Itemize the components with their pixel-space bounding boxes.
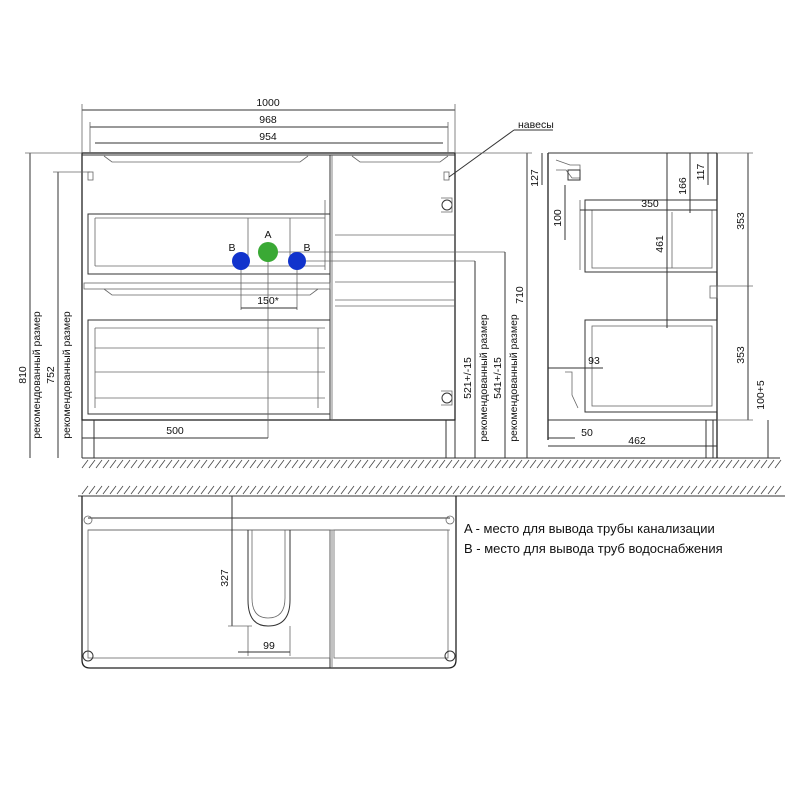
hatch-stroke (516, 460, 522, 468)
hatch-stroke (278, 460, 284, 468)
hatch-stroke (103, 486, 109, 494)
hatch-stroke (558, 460, 564, 468)
hatch-stroke (250, 460, 256, 468)
dim-353-bottom: 353 (735, 346, 747, 364)
hatch-stroke (558, 486, 564, 494)
hatch-stroke (313, 460, 319, 468)
hatch-stroke (733, 460, 739, 468)
hatch-stroke (467, 486, 473, 494)
hatch-stroke (131, 460, 137, 468)
hatch-stroke (327, 460, 333, 468)
hatch-stroke (544, 460, 550, 468)
dim-50: 50 (581, 427, 593, 439)
hatch-stroke (670, 486, 676, 494)
hatch-stroke (726, 486, 732, 494)
hatch-stroke (621, 460, 627, 468)
hatch-stroke (327, 486, 333, 494)
point-b-left-label: B (228, 242, 236, 254)
hatch-stroke (194, 486, 200, 494)
hatch-stroke (607, 460, 613, 468)
hinge-top (441, 198, 452, 212)
point-b-right-label: B (303, 242, 311, 254)
hatch-stroke (404, 486, 410, 494)
cabinet-outline (82, 153, 455, 420)
dim-100: 100 (552, 209, 564, 227)
hatch-stroke (775, 486, 781, 494)
hatch-stroke (677, 486, 683, 494)
hatch-stroke (530, 460, 536, 468)
hatch-stroke (82, 486, 88, 494)
hatch-stroke (320, 460, 326, 468)
dim-710: 710 (514, 286, 526, 304)
hatch-stroke (271, 460, 277, 468)
hatch-stroke (439, 460, 445, 468)
hatch-stroke (208, 460, 214, 468)
dim-541: 541+/-15 (492, 357, 504, 399)
hatch-stroke (747, 460, 753, 468)
hatch-stroke (110, 486, 116, 494)
hatch-stroke (369, 486, 375, 494)
dim-150: 150* (257, 295, 279, 307)
hatch-stroke (159, 460, 165, 468)
hatch-stroke (299, 460, 305, 468)
hatch-stroke (257, 486, 263, 494)
hatch-stroke (754, 486, 760, 494)
dim-100-5: 100+5 (755, 380, 767, 410)
hatch-stroke (229, 486, 235, 494)
hatch-stroke (369, 460, 375, 468)
hatch-stroke (593, 460, 599, 468)
hatch-stroke (642, 486, 648, 494)
hatch-stroke (670, 460, 676, 468)
hatch-stroke (152, 460, 158, 468)
hatch-stroke (341, 486, 347, 494)
hatch-stroke (432, 460, 438, 468)
hatch-stroke (362, 460, 368, 468)
hatch-stroke (733, 486, 739, 494)
hatch-stroke (243, 460, 249, 468)
hatch-stroke (103, 460, 109, 468)
hatch-stroke (355, 460, 361, 468)
hatch-stroke (565, 460, 571, 468)
point-a-label: A (264, 229, 272, 241)
hatch-stroke (754, 460, 760, 468)
hatch-stroke (628, 460, 634, 468)
point-b-left-marker (232, 252, 250, 270)
hatch-stroke (250, 486, 256, 494)
hatch-stroke (96, 460, 102, 468)
hatch-stroke (474, 486, 480, 494)
hatch-stroke (656, 486, 662, 494)
recommended-label-3: рекомендованный размер (478, 314, 490, 442)
hatch-stroke (89, 486, 95, 494)
dim-127: 127 (529, 169, 541, 187)
dim-166: 166 (677, 177, 689, 195)
hatch-stroke (502, 486, 508, 494)
hatch-stroke (628, 486, 634, 494)
hatch-stroke (173, 486, 179, 494)
hatch-stroke (523, 486, 529, 494)
dim-500: 500 (166, 425, 184, 437)
dim-93: 93 (588, 355, 600, 367)
dim-954: 954 (259, 131, 277, 143)
front-view (17, 97, 554, 458)
hatch-stroke (649, 460, 655, 468)
hatch-stroke (215, 486, 221, 494)
hatch-stroke (236, 486, 242, 494)
hatch-stroke (376, 460, 382, 468)
hatch-stroke (761, 486, 767, 494)
hatch-stroke (593, 486, 599, 494)
hatch-stroke (600, 460, 606, 468)
hatch-stroke (761, 460, 767, 468)
hatch-stroke (586, 486, 592, 494)
hatch-stroke (439, 486, 445, 494)
hatch-stroke (313, 486, 319, 494)
hatch-stroke (404, 460, 410, 468)
hatch-stroke (684, 460, 690, 468)
hinge-bottom (441, 391, 452, 405)
hatch-stroke (453, 460, 459, 468)
hatch-stroke (418, 460, 424, 468)
hatch-stroke (201, 460, 207, 468)
dim-353-top: 353 (735, 212, 747, 230)
hatch-stroke (425, 486, 431, 494)
hatch-stroke (187, 486, 193, 494)
hatch-stroke (614, 460, 620, 468)
hatch-stroke (649, 486, 655, 494)
hatch-stroke (299, 486, 305, 494)
dim-461: 461 (654, 235, 666, 253)
hatch-stroke (635, 460, 641, 468)
hatch-stroke (334, 460, 340, 468)
hatch-stroke (614, 486, 620, 494)
hatch-stroke (180, 460, 186, 468)
hatch-stroke (96, 486, 102, 494)
hatch-stroke (663, 460, 669, 468)
hatch-stroke (362, 486, 368, 494)
hatch-stroke (243, 486, 249, 494)
hatch-stroke (572, 460, 578, 468)
hatch-stroke (579, 460, 585, 468)
hatch-stroke (411, 486, 417, 494)
hatch-stroke (82, 460, 88, 468)
dim-752: 752 (45, 366, 57, 384)
hatch-stroke (446, 486, 452, 494)
hatch-stroke (257, 460, 263, 468)
hatch-stroke (222, 486, 228, 494)
hatch-stroke (117, 486, 123, 494)
hatch-stroke (747, 486, 753, 494)
hatch-stroke (509, 486, 515, 494)
hatch-stroke (684, 486, 690, 494)
hatch-stroke (180, 486, 186, 494)
hatch-stroke (460, 460, 466, 468)
side-view (529, 153, 768, 458)
hatch-stroke (691, 486, 697, 494)
hatch-stroke (691, 460, 697, 468)
hatch-stroke (173, 460, 179, 468)
hatch-stroke (474, 460, 480, 468)
hatch-stroke (523, 460, 529, 468)
hatch-stroke (292, 486, 298, 494)
hatch-stroke (201, 486, 207, 494)
dim-99: 99 (263, 640, 275, 652)
hatch-stroke (537, 460, 543, 468)
hatch-stroke (89, 460, 95, 468)
hatch-stroke (264, 460, 270, 468)
hatch-stroke (642, 460, 648, 468)
hatch-stroke (418, 486, 424, 494)
hatch-stroke (740, 460, 746, 468)
hatch-stroke (705, 486, 711, 494)
hatch-stroke (187, 460, 193, 468)
hatch-stroke (145, 460, 151, 468)
hatch-stroke (551, 486, 557, 494)
dim-117: 117 (695, 163, 707, 181)
hatch-stroke (446, 460, 452, 468)
hatch-stroke (306, 460, 312, 468)
hatch-stroke (719, 486, 725, 494)
hatch-stroke (509, 460, 515, 468)
hatch-stroke (551, 460, 557, 468)
hatch-stroke (572, 486, 578, 494)
hatch-stroke (488, 486, 494, 494)
dim-350: 350 (641, 198, 659, 210)
hatch-stroke (775, 460, 781, 468)
hatch-stroke (397, 486, 403, 494)
hatch-stroke (495, 486, 501, 494)
point-a-marker (258, 242, 278, 262)
dim-327: 327 (219, 569, 231, 587)
hatch-stroke (166, 460, 172, 468)
hatch-stroke (124, 460, 130, 468)
hatch-stroke (698, 460, 704, 468)
hatch-stroke (383, 460, 389, 468)
siphon-cutout (248, 530, 290, 626)
hinges-label: навесы (518, 119, 554, 131)
dim-968: 968 (259, 114, 277, 126)
hatch-stroke (145, 486, 151, 494)
hatch-stroke (530, 486, 536, 494)
hatch-stroke (579, 486, 585, 494)
hatch-stroke (481, 460, 487, 468)
hatch-stroke (271, 486, 277, 494)
hatch-stroke (656, 460, 662, 468)
dim-810: 810 (17, 366, 29, 384)
hatch-stroke (768, 486, 774, 494)
dim-521: 521+/-15 (462, 357, 474, 399)
hatch-stroke (117, 460, 123, 468)
hatch-stroke (600, 486, 606, 494)
recommended-label-1: рекомендованный размер (31, 311, 43, 439)
hatch-stroke (110, 460, 116, 468)
recommended-label-4: рекомендованный размер (508, 314, 520, 442)
legend-b: B - место для вывода труб водоснабжения (464, 541, 723, 556)
hatch-stroke (285, 486, 291, 494)
hatch-stroke (719, 460, 725, 468)
hatch-stroke (411, 460, 417, 468)
hatch-stroke (306, 486, 312, 494)
hatch-stroke (138, 486, 144, 494)
wall-hatch (82, 486, 781, 494)
hatch-stroke (285, 460, 291, 468)
hatch-stroke (516, 486, 522, 494)
hatch-stroke (663, 486, 669, 494)
hatch-stroke (768, 460, 774, 468)
hatch-stroke (383, 486, 389, 494)
floor-hatch (82, 460, 781, 468)
hatch-stroke (635, 486, 641, 494)
hatch-stroke (488, 460, 494, 468)
hatch-stroke (621, 486, 627, 494)
hatch-stroke (425, 460, 431, 468)
hatch-stroke (131, 486, 137, 494)
hatch-stroke (453, 486, 459, 494)
dim-462: 462 (628, 435, 646, 447)
hatch-stroke (677, 460, 683, 468)
hatch-stroke (229, 460, 235, 468)
hatch-stroke (376, 486, 382, 494)
hatch-stroke (215, 460, 221, 468)
hatch-stroke (236, 460, 242, 468)
hatch-stroke (495, 460, 501, 468)
hatch-stroke (292, 460, 298, 468)
hatch-stroke (166, 486, 172, 494)
hatch-stroke (698, 486, 704, 494)
hatch-stroke (740, 486, 746, 494)
hatch-stroke (159, 486, 165, 494)
hatch-stroke (341, 460, 347, 468)
legend-a: A - место для вывода трубы канализации (464, 521, 715, 536)
hatch-stroke (124, 486, 130, 494)
hatch-stroke (586, 460, 592, 468)
recommended-label-2: рекомендованный размер (61, 311, 73, 439)
hatch-stroke (705, 460, 711, 468)
hatch-stroke (348, 460, 354, 468)
hatch-stroke (222, 460, 228, 468)
hatch-stroke (432, 486, 438, 494)
hatch-stroke (390, 460, 396, 468)
hatch-stroke (152, 486, 158, 494)
hatch-stroke (208, 486, 214, 494)
legend (464, 521, 723, 556)
hatch-stroke (726, 460, 732, 468)
dim-1000: 1000 (256, 97, 280, 109)
hatch-stroke (544, 486, 550, 494)
hatch-stroke (138, 460, 144, 468)
hatch-stroke (537, 486, 543, 494)
hatch-stroke (460, 486, 466, 494)
hatch-stroke (334, 486, 340, 494)
hatch-stroke (607, 486, 613, 494)
hatch-stroke (355, 486, 361, 494)
hatch-stroke (320, 486, 326, 494)
hatch-stroke (397, 460, 403, 468)
hatch-stroke (565, 486, 571, 494)
hatch-stroke (502, 460, 508, 468)
hatch-stroke (264, 486, 270, 494)
hatch-stroke (194, 460, 200, 468)
point-b-right-marker (288, 252, 306, 270)
hatch-stroke (390, 486, 396, 494)
hatch-stroke (467, 460, 473, 468)
hatch-stroke (481, 486, 487, 494)
hatch-stroke (712, 460, 718, 468)
hatch-stroke (348, 486, 354, 494)
hatch-stroke (712, 486, 718, 494)
hatch-stroke (278, 486, 284, 494)
